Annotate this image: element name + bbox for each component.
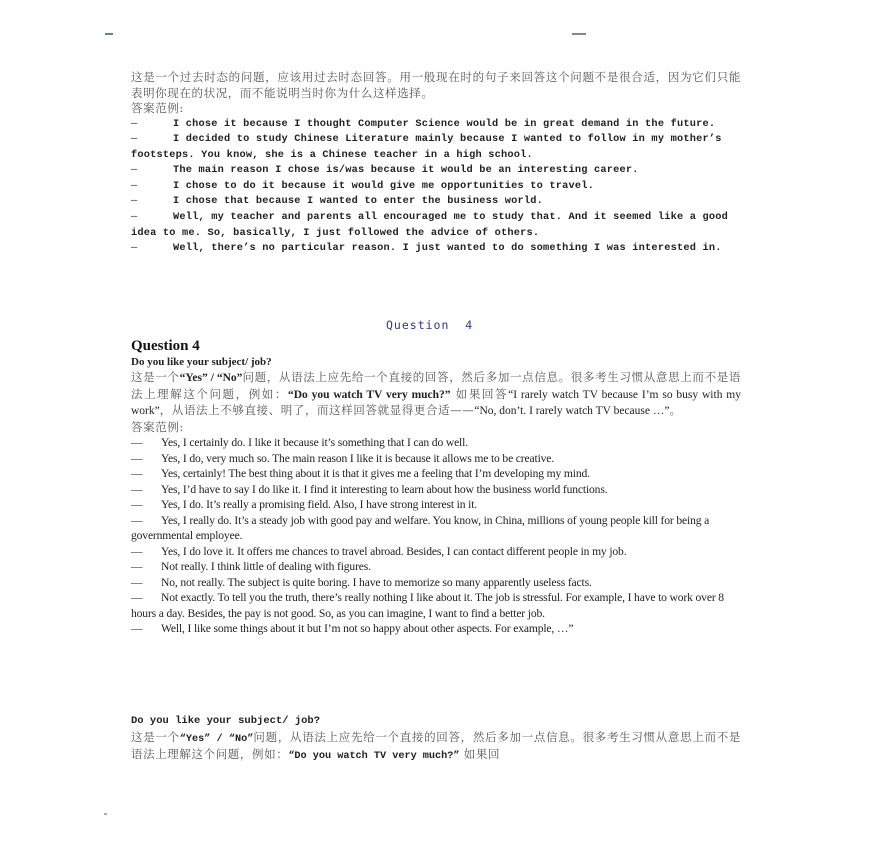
dash-bullet: — xyxy=(131,211,138,224)
answer-text: Not exactly. To tell you the truth, there’s really nothing I like about it. The job is stressful. For example, I have to work over 8 hours a day. Besides, the pay is not good. So, as you can imagine, I want to find a better job. xyxy=(131,591,724,620)
q4-intro: 这是一个“Yes” / “No”问题，从语法上应先给一个直接的回答，然后多加一点信息。很多考生习惯从意思上而不是语法上理解这个问题，例如：“Do you watch TV very much?” 如果回答“I rarely watch TV because I’m so busy with my work”，从语法上不够直接、明了，而这样回答就显得更合适——“No, don’t. I rarely watch TV because …”。 xyxy=(131,370,741,417)
list-item xyxy=(131,482,741,498)
dash-bullet: — xyxy=(131,560,143,573)
answer-text: Well, there’s no particular reason. I just wanted to do something I was interested in. xyxy=(173,242,722,255)
list-item xyxy=(131,163,741,179)
list-item xyxy=(131,497,741,513)
question-4-repeat-section xyxy=(131,714,741,765)
question-heading: Question 4 xyxy=(131,338,200,354)
no-quote: “No” xyxy=(216,372,243,384)
dash-bullet: — xyxy=(131,575,143,589)
dash-bullet: — xyxy=(131,467,143,480)
list-item xyxy=(131,513,741,544)
list-item xyxy=(131,590,741,621)
answer-text: Yes, I’d have to say I do like it. I find it interesting to learn about how the business world functions. xyxy=(161,482,608,496)
dash-bullet: — xyxy=(131,622,143,635)
dash-bullet: — xyxy=(131,179,138,192)
list-item xyxy=(131,210,741,241)
answer-text: I chose that because I wanted to enter the business world. xyxy=(173,195,543,208)
question-text: Do you like your subject/ job? xyxy=(131,715,321,727)
dash-bullet: — xyxy=(131,164,138,177)
list-item xyxy=(131,435,741,451)
dash-bullet: — xyxy=(131,242,138,255)
answer-text: Yes, I do, very much so. The main reason I like it is because it allows me to be creative. xyxy=(161,451,555,465)
section-title: Question 4 xyxy=(386,318,474,332)
list-item xyxy=(131,544,741,560)
dash-bullet: — xyxy=(131,498,143,511)
dash-bullet: — xyxy=(131,591,143,604)
list-item xyxy=(131,179,741,195)
answer-text: Not really. I think little of dealing with figures. xyxy=(161,560,371,573)
answer-text: I decided to study Chinese Literature mainly because I wanted to follow in my mother’s footsteps. You know, she is a Chinese teacher in a high school. xyxy=(131,133,722,161)
example-question: “Do you watch TV very much?” xyxy=(288,751,460,762)
answer-text: Well, I like some things about it but I’m not so happy about other aspects. For example, …” xyxy=(161,622,574,635)
list-item xyxy=(131,132,741,163)
yes-quote: “Yes” xyxy=(179,372,208,384)
answer-text: Yes, I certainly do. I like it because it’s something that I can do well. xyxy=(161,436,468,449)
q4-examples-label: 答案范例: xyxy=(131,419,184,434)
answer-text: Yes, I really do. It’s a steady job with good pay and welfare. You know, in China, millions of young people kill for being a governmental employee. xyxy=(131,513,710,542)
q4-repeat-intro: 这是一个“Yes” / “No”问题，从语法上应先给一个直接的回答，然后多加一点信息。很多考生习惯从意思上而不是语法上理解这个问题，例如：“Do you watch TV very much?” 如果回 xyxy=(131,729,741,762)
q3-answer-list xyxy=(131,117,741,257)
dash-bullet: — xyxy=(131,436,143,449)
answer-text: Yes, I do love it. It offers me chances to travel abroad. Besides, I can contact different people in my job. xyxy=(161,544,627,558)
yes-quote: “Yes” xyxy=(179,733,211,745)
list-item xyxy=(131,451,741,467)
dash-bullet: — xyxy=(131,544,143,558)
dash-bullet: — xyxy=(131,117,138,130)
list-item xyxy=(131,117,741,133)
q3-examples-label: 答案范例: xyxy=(131,101,184,115)
dash-bullet: — xyxy=(131,482,143,496)
question-3-section xyxy=(131,70,741,257)
list-item xyxy=(131,466,741,482)
corner-crop-mark xyxy=(572,33,586,35)
answer-text: I chose to do it because it would give me opportunities to travel. xyxy=(173,179,595,192)
answer-text: Yes, certainly! The best thing about it is that it gives me a feeling that I’m developing my mind. xyxy=(161,467,590,480)
example-better-answer: “No, don’t. I rarely watch TV because …” xyxy=(474,405,670,417)
list-item xyxy=(131,559,741,575)
dash-bullet: — xyxy=(131,133,138,146)
list-item xyxy=(131,575,741,591)
dash-bullet: — xyxy=(131,195,138,208)
question-text: Do you like your subject/ job? xyxy=(131,356,272,368)
list-item xyxy=(131,621,741,637)
list-item xyxy=(131,194,741,210)
q4-answer-list xyxy=(131,435,741,637)
dash-bullet: — xyxy=(131,513,143,527)
example-answer: “I rarely watch TV because I’m so busy with my work” xyxy=(131,388,741,417)
answer-text: Yes, I do. It’s really a promising field. Also, I have strong interest in it. xyxy=(161,498,478,511)
list-item xyxy=(131,241,741,257)
question-4-section xyxy=(131,337,741,637)
corner-crop-mark xyxy=(104,813,107,815)
corner-crop-mark xyxy=(105,33,113,35)
answer-text: Well, my teacher and parents all encouraged me to study that. And it seemed like a good idea to me. So, basically, I just followed the advice of others. xyxy=(131,211,728,239)
no-quote: “No” xyxy=(228,733,254,745)
dash-bullet: — xyxy=(131,451,143,465)
example-question: “Do you watch TV very much?” xyxy=(287,388,451,401)
answer-text: I chose it because I thought Computer Science would be in great demand in the future. xyxy=(173,117,716,130)
answer-text: The main reason I chose is/was because it would be an interesting career. xyxy=(173,164,639,177)
q3-intro: 这是一个过去时态的问题，应该用过去时态回答。用一般现在时的句子来回答这个问题不是很合适，因为它们只能表明你现在的状况，而不能说明当时你为什么这样选择。 xyxy=(131,70,741,100)
answer-text: No, not really. The subject is quite boring. I have to memorize so many apparently useless facts. xyxy=(161,575,592,589)
